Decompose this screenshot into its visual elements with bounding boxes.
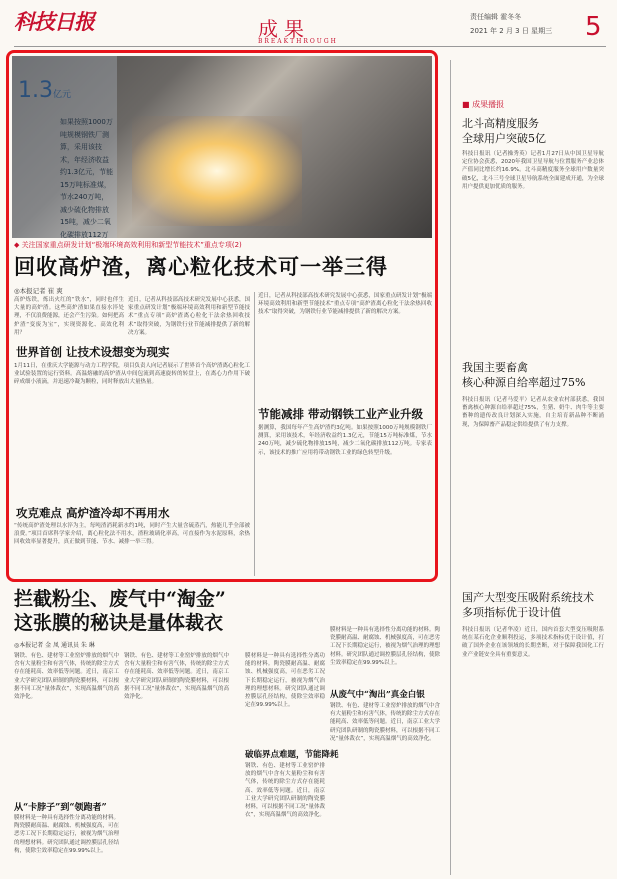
main-col1: 近日，记者从科技部高技术研究发展中心获悉，国家重点研发计划“极端环境高效利用和新型节能技术”重点专项“高炉渣离心粒化干法余热回收技术”取得突破，为钢铁行业节能减排提供了新的解决方案。 xyxy=(128,297,250,336)
main-lead: 高炉炼铁，炼出火红的“铁水”，同时也伴生大量的高炉渣。这些高炉渣如果直接水淬处理，不仅浪费能源，还会产生污染。如何把高炉渣“变废为宝”，实现资源化、高效化利用？ xyxy=(14,297,124,336)
second-byline: ◎本报记者 金 凤 通讯员 朱 琳 xyxy=(14,642,95,649)
sidebar-label: ■ 成果播报 xyxy=(462,100,505,109)
sidebar-headline-2 xyxy=(462,360,602,390)
sidebar-text-3: 科技日报讯（记者华凌）近日，国内首套大型变压吸附系统在某石化企业顺利投运，多项技术指标优于设计值，打破了国外企业在该领域的长期垄断，对于保障我国化工行业产业链安全具有重要意义。 xyxy=(462,627,604,658)
sidebar-headline-3-line1: 国产大型变压吸附系统技术 xyxy=(462,591,594,604)
main-byline: ◎本报记者 崔 爽 xyxy=(14,287,63,295)
second-subhead-b: 破临界点难题，节能降耗 xyxy=(245,750,339,760)
second-headline-line2: 这张膜的秘诀是量体裁衣 xyxy=(14,612,224,634)
sidebar-headline-2-line1: 我国主要畜禽 xyxy=(462,361,528,374)
section-title-en: BREAKTHROUGH xyxy=(258,38,338,45)
stat-text: 如果按照1000万吨规模钢铁厂测算，采用该技术，年经济收益约1.3亿元，节能15万吨标准煤，节水240万吨，减少硫化物排放15吨，减少二氧化碳排放112万 xyxy=(60,118,114,238)
sidebar-text-1: 科技日报讯（记者操秀英）记者1月27日从中国卫星导航定位协会获悉，2020年我国卫星导航与位置服务产业总体产值同比增长约16.9%。北斗高精度服务全球用户数量突破5亿，北斗三号全球卫星导航系统全面建成开通，为全球用户提供更加优质的服务。 xyxy=(462,151,604,190)
sidebar-headline-1 xyxy=(462,116,602,146)
stat-number: 1.3 xyxy=(18,78,53,103)
main-subhead-1: 世界首创 让技术设想变为现实 xyxy=(16,345,170,359)
main-col2: 1月11日，在重庆大学能源与动力工程学院，项目负责人向记者展示了世界首个高炉渣离心粒化工业试验装置的运行资料。高温熔融的高炉渣从中间包流到高速旋转的转盘上，在离心力作用下破碎成细小液滴，并迅速冷凝为颗粒，同时释放出大量热量。 xyxy=(14,363,250,386)
main-subhead-2: 攻克难点 高炉渣冷却不再用水 xyxy=(16,506,170,520)
second-subhead-a: 从“卡脖子”到“领跑者” xyxy=(14,803,107,813)
second-headline-line1: 拦截粉尘、废气中“淘金” xyxy=(14,588,226,610)
sidebar-divider xyxy=(450,60,451,875)
highlight-frame xyxy=(6,50,438,582)
issue-date: 2021 年 2 月 3 日 星期三 xyxy=(470,27,553,35)
main-subhead-3: 节能减排 带动钢铁工业产业升级 xyxy=(258,407,424,421)
main-col4a: 近日，记者从科技部高技术研究发展中心获悉，国家重点研发计划“极端环境高效利用和新型节能技术”重点专项“高炉渣离心粒化干法余热回收技术”取得突破，为钢铁行业节能减排提供了新的解决方案。 xyxy=(258,293,432,316)
sidebar-headline-3-line2: 多项指标优于设计值 xyxy=(462,606,561,619)
second-col4: 膜材料是一种具有选择性分离功能的材料。陶瓷膜耐高温、耐腐蚀、机械强度高，可在恶劣工况下长期稳定运行，被视为烟气治理的理想材料。研究团队通过调控膜层孔径结构，使除尘效率稳定在99.99%以上。 xyxy=(330,627,440,666)
second-headline xyxy=(14,587,226,635)
main-col3: “传统高炉渣处理以水淬为主，每吨渣消耗新水约1吨，同时产生大量含硫蒸汽，热能几乎全部被浪费。”项目首席科学家介绍，离心粒化法不用水，渣粒玻璃化率高，可直接作为水泥原料，余热回收效率显著提升，真正做到节能、节水、减排一举三得。 xyxy=(14,523,250,546)
page-number: 5 xyxy=(585,12,602,42)
second-col1: 钢铁、有色、建材等工业窑炉排放的烟气中含有大量粉尘和有害气体，传统的除尘方式存在能耗高、效率低等问题。近日，南京工业大学研究团队研制的陶瓷膜材料，可以根据不同工况“量体裁衣”，实现高温烟气的高效净化。 xyxy=(14,653,119,701)
main-col4: 据测算，我国每年产生高炉渣约3亿吨。如果按照1000万吨规模钢铁厂测算，采用该技术，年经济收益约1.3亿元，节能15万吨标准煤，节水240万吨，减少硫化物排放15吨，减少二氧化碳排放112万吨。专家表示，该技术的推广应用将带动钢铁工业的绿色转型升级。 xyxy=(258,425,432,456)
second-col1b: 膜材料是一种具有选择性分离功能的材料。陶瓷膜耐高温、耐腐蚀、机械强度高，可在恶劣工况下长期稳定运行，被视为烟气治理的理想材料。研究团队通过调控膜层孔径结构，使除尘效率稳定在99.99%以上。 xyxy=(14,815,119,854)
header-divider xyxy=(14,46,606,47)
second-col2: 钢铁、有色、建材等工业窑炉排放的烟气中含有大量粉尘和有害气体，传统的除尘方式存在能耗高、效率低等问题。近日，南京工业大学研究团队研制的陶瓷膜材料，可以根据不同工况“量体裁衣”，实现高温烟气的高效净化。 xyxy=(124,653,229,701)
section-title: 成果 xyxy=(258,17,310,41)
second-col3b: 钢铁、有色、建材等工业窑炉排放的烟气中含有大量粉尘和有害气体，传统的除尘方式存在能耗高、效率低等问题。近日，南京工业大学研究团队研制的陶瓷膜材料，可以根据不同工况“量体裁衣”，实现高温烟气的高效净化。 xyxy=(245,763,325,819)
editor-credit: 责任编辑 霍冬冬 xyxy=(470,13,522,21)
story-kicker: ◆ 关注国家重点研发计划“极端环境高效利用和新型节能技术”重点专项(2) xyxy=(14,241,242,249)
sidebar-text-2: 科技日报讯（记者马爱平）记者从农业农村部获悉，我国畜禽核心种源自给率超过75%，生猪、奶牛、肉牛等主要畜种的遗传改良计划深入实施，自主培育新品种不断涌现，为保障畜产品稳定供给提供了有力支撑。 xyxy=(462,397,604,428)
sidebar-headline-1-line2: 全球用户突破5亿 xyxy=(462,132,546,145)
second-col3: 膜材料是一种具有选择性分离功能的材料。陶瓷膜耐高温、耐腐蚀、机械强度高，可在恶劣工况下长期稳定运行，被视为烟气治理的理想材料。研究团队通过调控膜层孔径结构，使除尘效率稳定在99.99%以上。 xyxy=(245,653,325,709)
newspaper-logo: 科技日报 xyxy=(14,9,94,34)
main-headline: 回收高炉渣，离心粒化技术可一举三得 xyxy=(14,254,388,279)
sidebar-headline-2-line2: 核心种源自给率超过75% xyxy=(462,376,586,389)
sidebar-headline-3 xyxy=(462,590,602,620)
second-subhead-c: 从废气中“淘出”真金白银 xyxy=(330,690,425,700)
stat-unit: 亿元 xyxy=(53,90,72,100)
second-col4b: 钢铁、有色、建材等工业窑炉排放的烟气中含有大量粉尘和有害气体，传统的除尘方式存在能耗高、效率低等问题。近日，南京工业大学研究团队研制的陶瓷膜材料，可以根据不同工况“量体裁衣”，实现高温烟气的高效净化。 xyxy=(330,703,440,742)
sidebar-headline-1-line1: 北斗高精度服务 xyxy=(462,117,539,130)
